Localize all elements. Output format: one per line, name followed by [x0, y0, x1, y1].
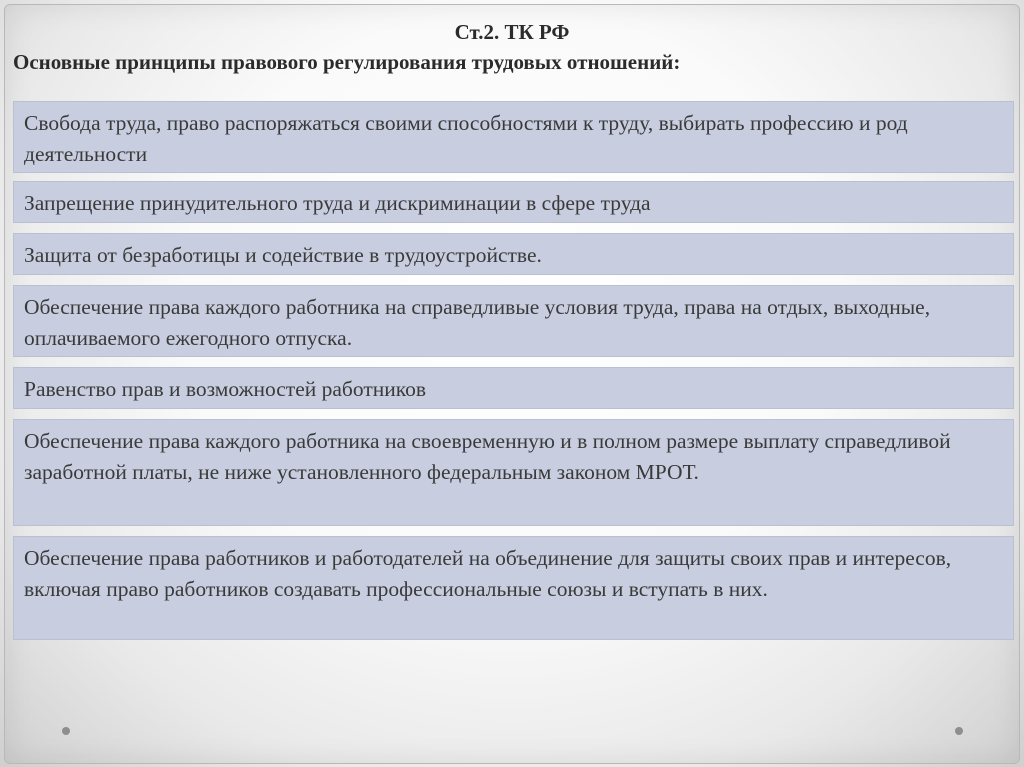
principle-item-3: Защита от безработицы и содействие в трудоустройстве. [13, 233, 1014, 275]
principle-item-6: Обеспечение права каждого работника на своевременную и в полном размере выплату справедливой заработной платы, не ниже установленного федеральным законом МРОТ. [13, 419, 1014, 526]
corner-dot-left [62, 727, 70, 735]
slide-subtitle: Основные принципы правового регулирования трудовых отношений: [13, 50, 681, 74]
principle-item-4: Обеспечение права каждого работника на справедливые условия труда, права на отдых, выходные, оплачиваемого ежегодного отпуска. [13, 285, 1014, 357]
principle-item-7: Обеспечение права работников и работодателей на объединение для защиты своих прав и интересов, включая право работников создавать профессиональные союзы и вступать в них. [13, 536, 1014, 640]
principle-item-1: Свобода труда, право распоряжаться своими способностями к труду, выбирать профессию и род деятельности [13, 101, 1014, 173]
principle-item-2: Запрещение принудительного труда и дискриминации в сфере труда [13, 181, 1014, 223]
corner-dot-right [955, 727, 963, 735]
slide-title: Ст.2. ТК РФ [454, 20, 570, 44]
principle-item-5: Равенство прав и возможностей работников [13, 367, 1014, 409]
